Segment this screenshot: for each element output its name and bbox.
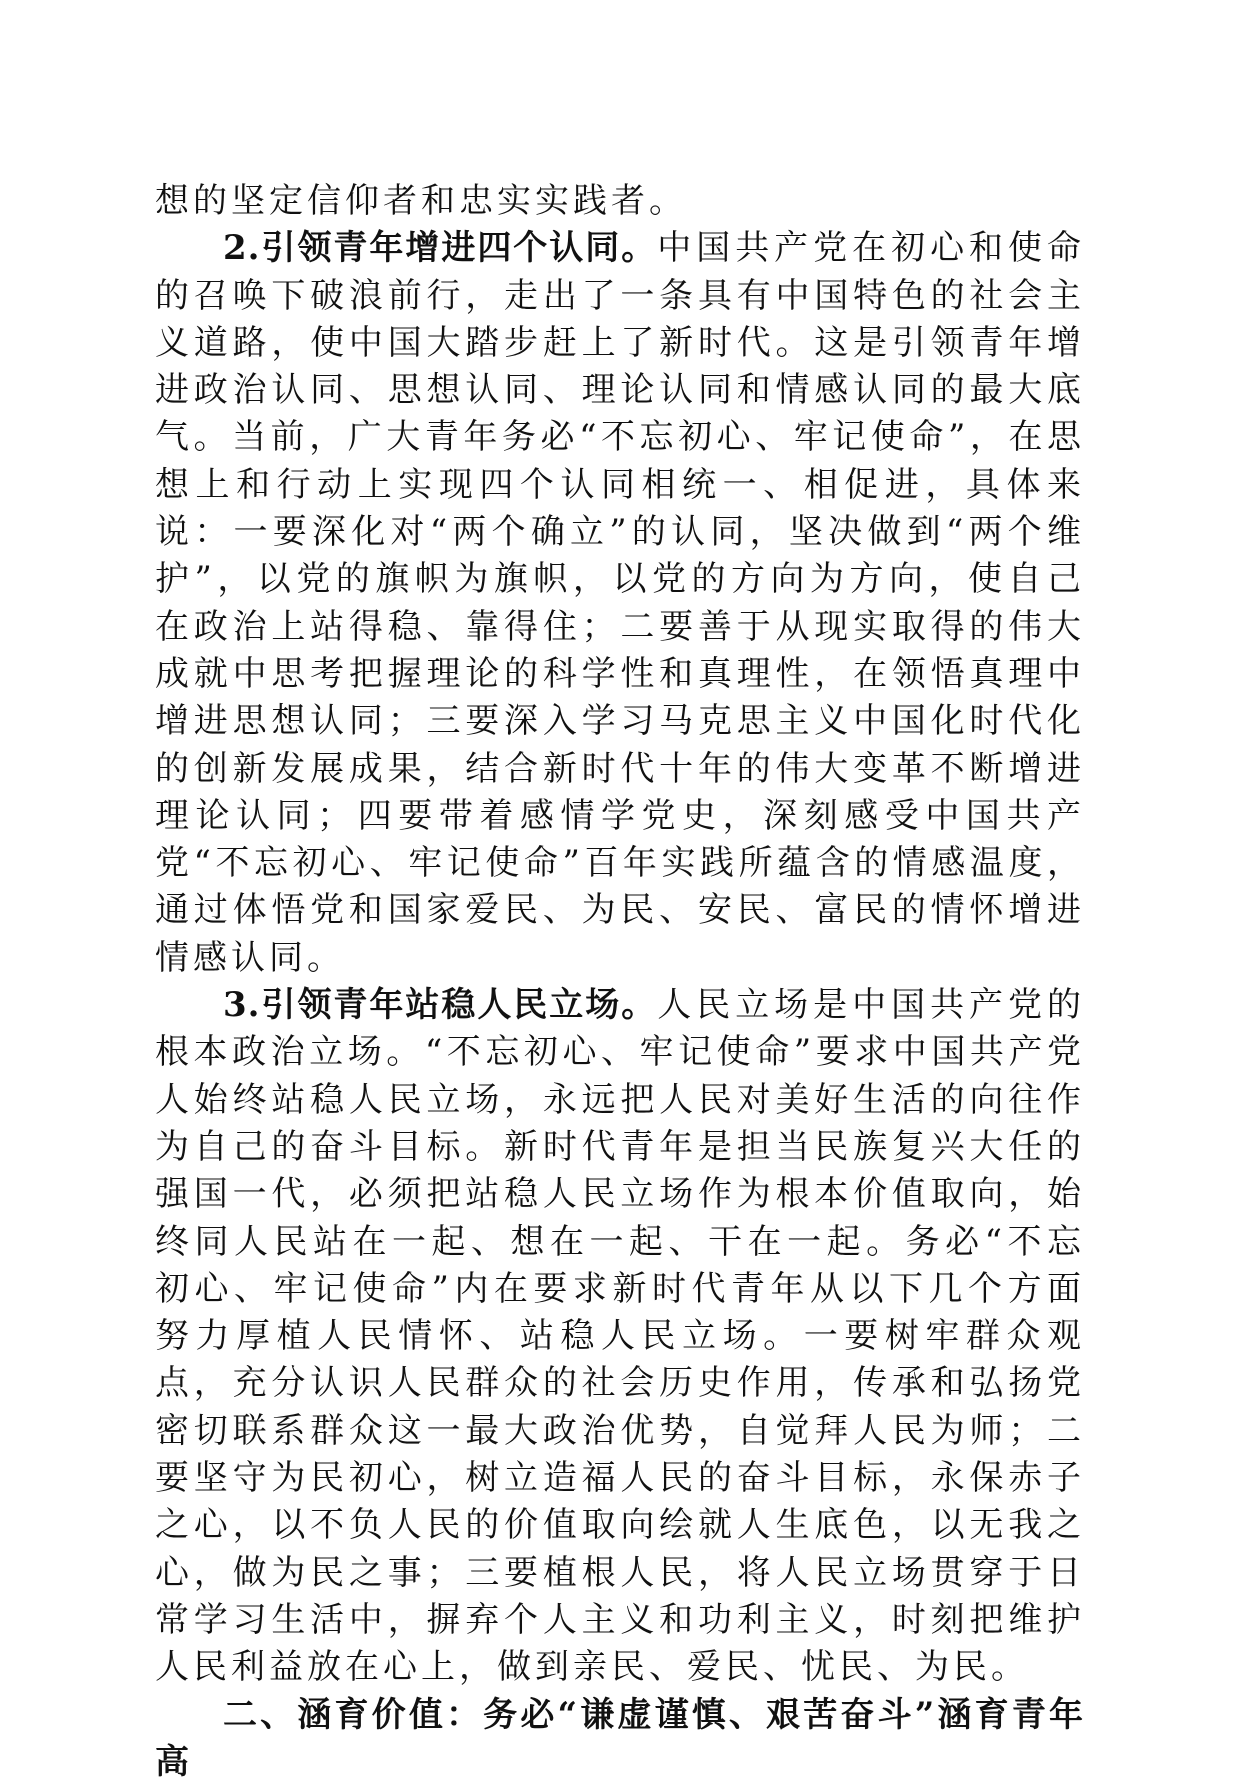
paragraph-continuation — [155, 178, 1085, 225]
paragraph-text: 想的坚定信仰者和忠实实践者。 — [155, 181, 687, 221]
document-page — [155, 178, 1085, 1786]
paragraph-text: 人民立场是中国共产党的根本政治立场。“不忘初心、牢记使命”要求中国共产党人始终站稳人民立场，永远把人民对美好生活的向往作为自己的奋斗目标。新时代青年是担当民族复兴大任的强国一代，必须把站稳人民立场作为根本价值取向，始终同人民站在一起、想在一起、干在一起。务必“不忘初心、牢记使命”内在要求新时代青年从以下几个方面努力厚植人民情怀、站稳人民立场。一要树牢群众观点，充分认识人民群众的社会历史作用，传承和弘扬党密切联系群众这一最大政治优势，自觉拜人民为师；二要坚守为民初心，树立造福人民的奋斗目标，永保赤子之心，以不负人民的价值取向绘就人生底色，以无我之心，做为民之事；三要植根人民，将人民立场贯穿于日常学习生活中，摒弃个人主义和功利主义，时刻把维护人民利益放在心上，做到亲民、爱民、忧民、为民。 — [155, 985, 1085, 1687]
paragraph-lead-heading: 3.引领青年站稳人民立场。 — [223, 985, 657, 1025]
paragraph-text: 中国共产党在初心和使命的召唤下破浪前行，走出了一条具有中国特色的社会主义道路，使中国大踏步赶上了新时代。这是引领青年增进政治认同、思想认同、理论认同和情感认同的最大底气。当前，广大青年务必“不忘初心、牢记使命”，在思想上和行动上实现四个认同相统一、相促进，具体来说：一要深化对“两个确立”的认同，坚决做到“两个维护”，以党的旗帜为旗帜，以党的方向为方向，使自己在政治上站得稳、靠得住；二要善于从现实取得的伟大成就中思考把握理论的科学性和真理性，在领悟真理中增进思想认同；三要深入学习马克思主义中国化时代化的创新发展成果，结合新时代十年的伟大变革不断增进理论认同；四要带着感情学党史，深刻感受中国共产党“不忘初心、牢记使命”百年实践所蕴含的情感温度，通过体悟党和国家爱民、为民、安民、富民的情怀增进情感认同。 — [155, 228, 1085, 977]
paragraph-lead-heading: 2.引领青年增进四个认同。 — [223, 228, 657, 268]
section-heading: 二、涵育价值：务必“谦虚谨慎、艰苦奋斗”涵育青年高 — [155, 1692, 1085, 1786]
paragraph-four-identifications — [155, 225, 1085, 982]
paragraph-people-stance — [155, 982, 1085, 1691]
